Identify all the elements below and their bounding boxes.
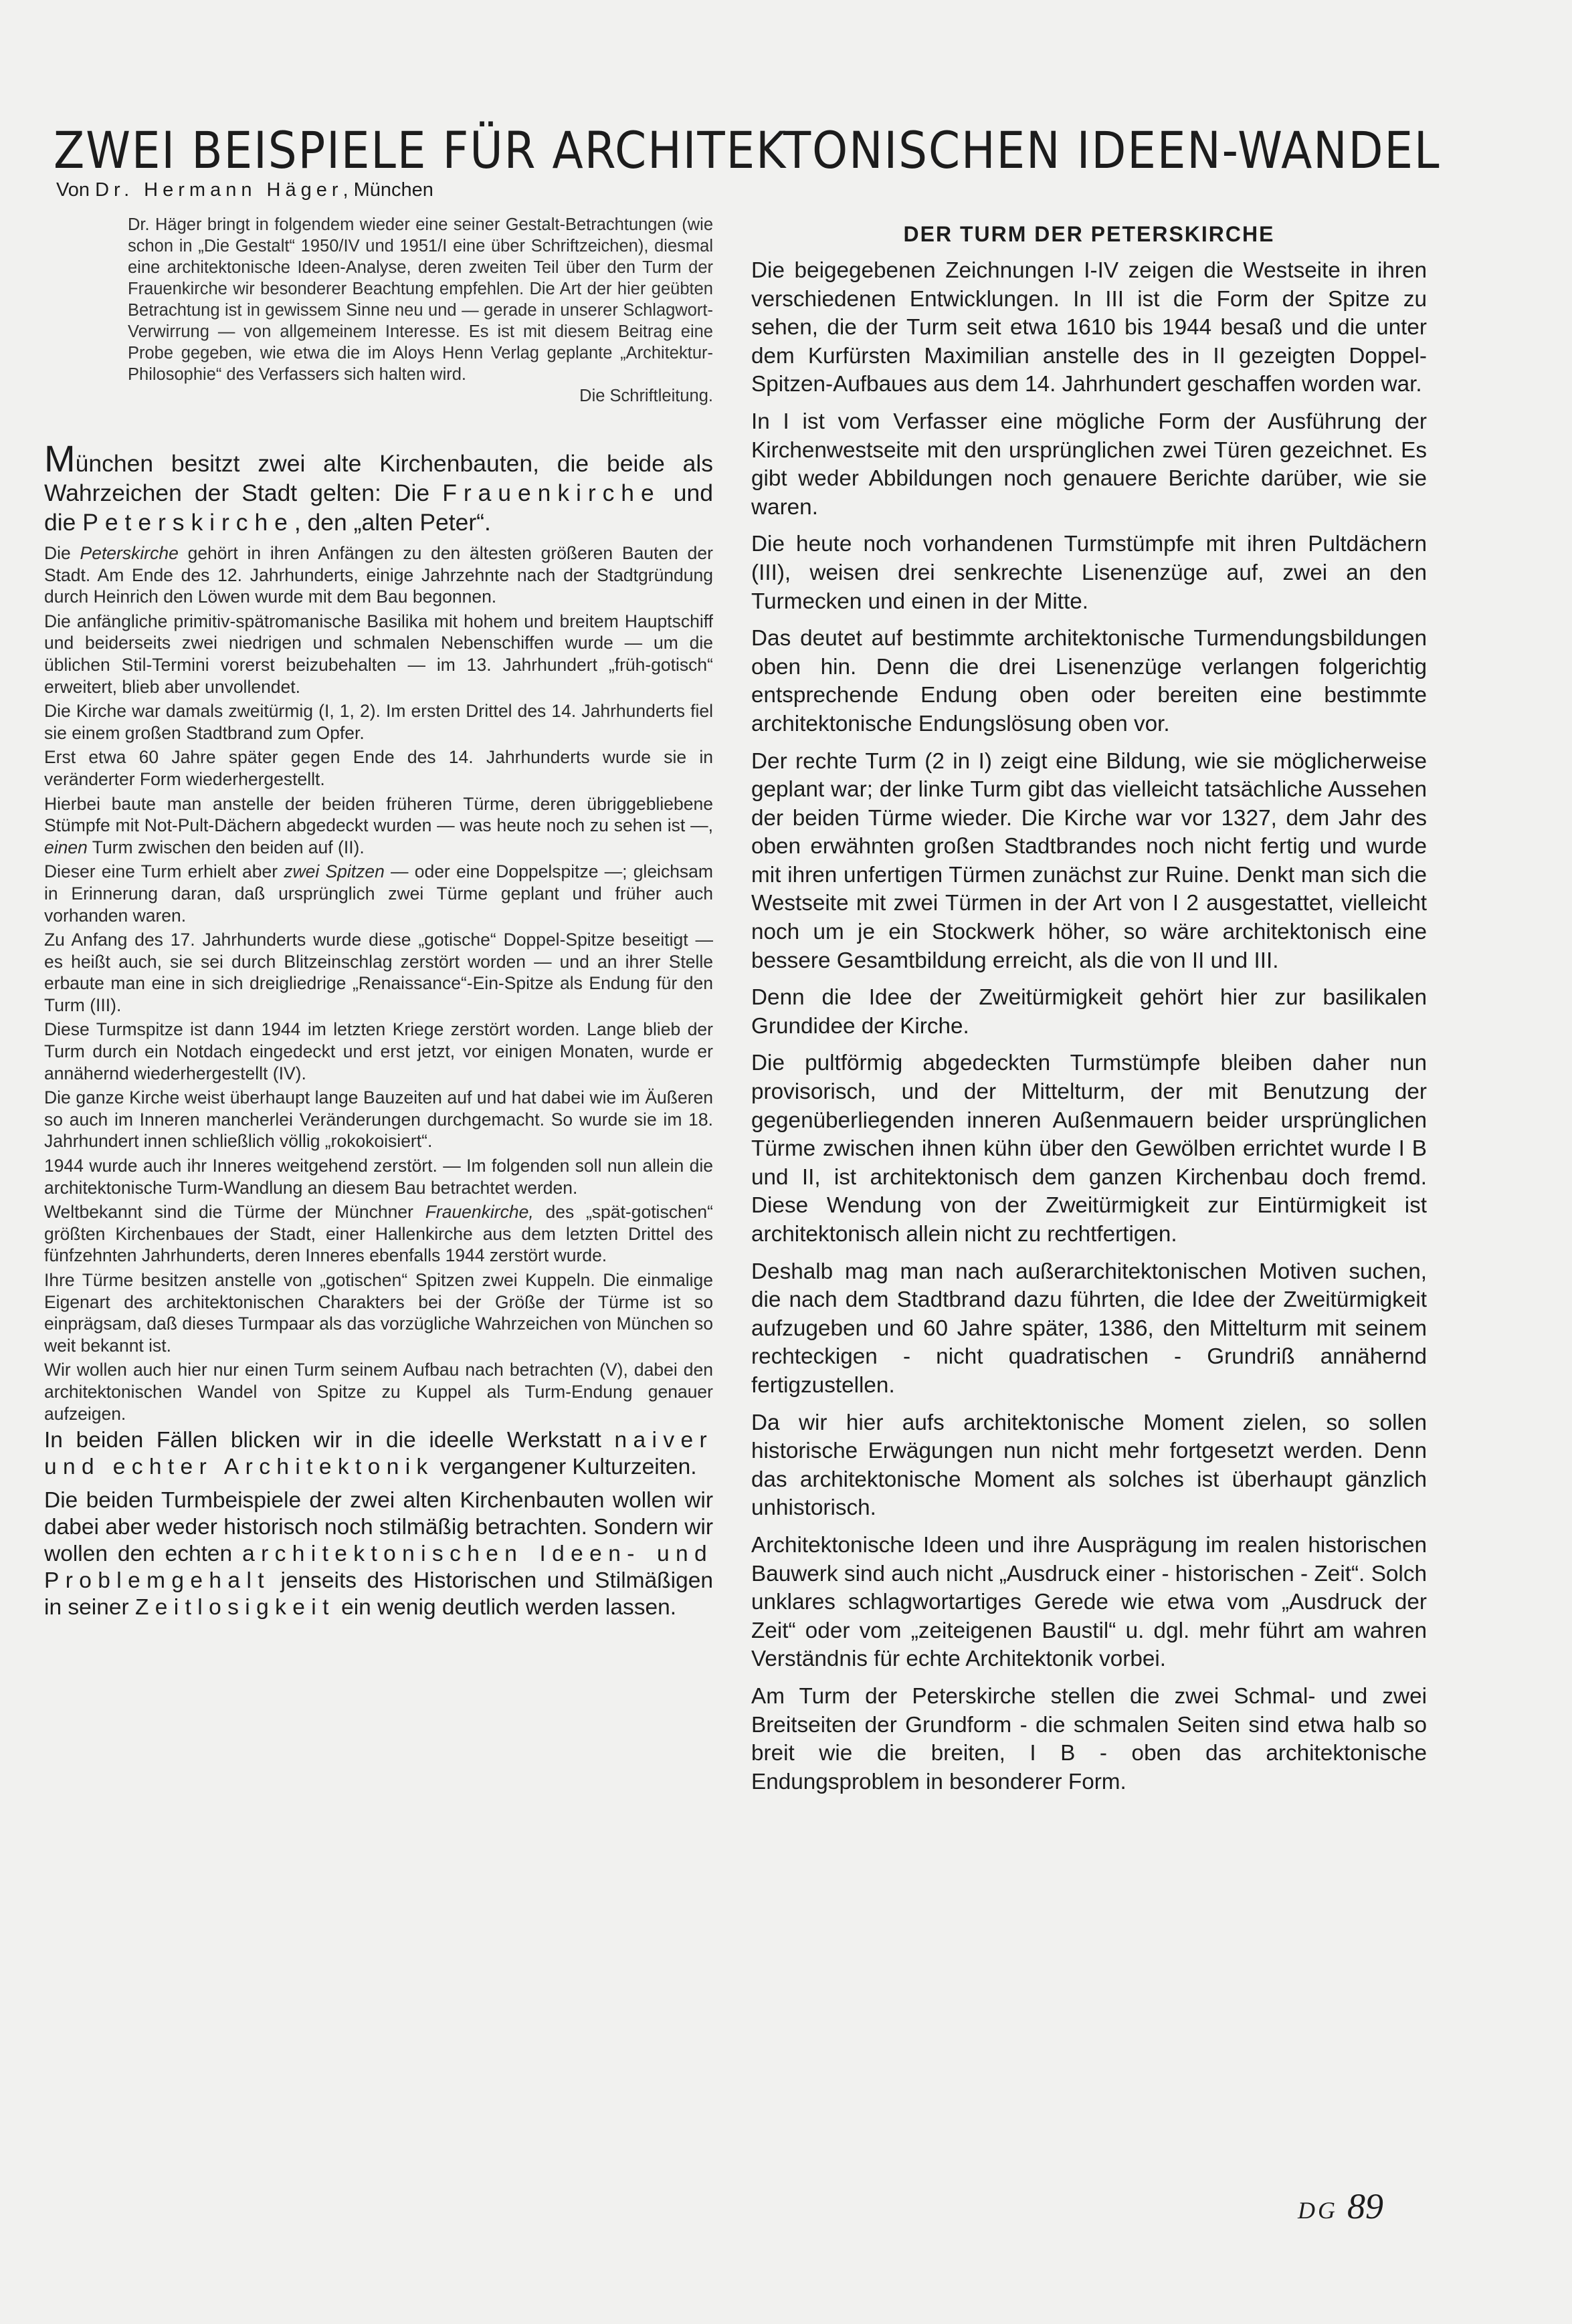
emphasis: Frauenkirche, <box>425 1202 534 1223</box>
body-paragraph: Da wir hier aufs architektonische Moment zielen, so sollen historische Erwägungen nun nicht mehr fortgesetzt werden. Denn das architektonische Moment als solches ist überhaupt gänzlich unhistorisch. <box>751 1410 1427 1521</box>
text-segment: Die beiden Turmbeispiele der zwei alten Kirchenbauten wollen wir dabei aber weder historisch noch stilmäßig betrachten. Sondern wir wollen den echten <box>44 1488 713 1567</box>
text-segment: Weltbekannt sind die Türme der Münchner <box>44 1202 413 1223</box>
body-paragraph <box>44 861 713 926</box>
text-segment: des „spät-gotischen“ größten Kirchenbaues der Stadt, einer Hallenkirche aus dem letzten Drittel des fünfzehnten Jahrhunderts, deren Inneres ebenfalls 1944 zerstört wurde. <box>44 1202 713 1266</box>
body-paragraph: Die beigegebenen Zeichnungen I-IV zeigen die Westseite in ihren verschiedenen Entwicklungen. In III ist die Form der Spitze zu sehen, die der Turm seit etwa 1610 bis 1944 besaß und die unter dem Kurfürsten Maximilian anstelle des in II gezeigten Doppel-Spitzen-Aufbaues aus dem 14. Jahrhundert geschaffen worden war. <box>751 258 1427 397</box>
text-segment: ein wenig deutlich werden lassen. <box>341 1595 677 1620</box>
spaced-emphasis: Zeitlosigkeit <box>134 1595 335 1620</box>
article-title: ZWEI BEISPIELE FÜR ARCHITEKTONISCHEN IDEEN-WANDEL <box>54 120 1441 180</box>
body-paragraph: In I ist vom Verfasser eine mögliche Form der Ausführung der Kirchenwestseite mit den ursprünglichen zwei Türen gezeichnet. Es gibt weder Abbildungen noch genauere Berichte darüber, wie sie waren. <box>751 409 1427 520</box>
lead-spaced-peterskirche: Peterskirche <box>82 509 294 536</box>
emphasis: zwei Spitzen <box>284 861 385 882</box>
text-segment: jenseits des Historischen und Stilmäßigen in seiner <box>44 1568 713 1620</box>
left-column <box>44 214 713 1628</box>
body-paragraph: Wir wollen auch hier nur einen Turm seinem Aufbau nach betrachten (V), dabei den architektonischen Wandel von Spitze zu Kuppel als Turm-Endung genauer aufzeigen. <box>44 1360 713 1424</box>
emphasis: einen <box>44 837 88 857</box>
text-segment: — oder eine Doppelspitze —; gleichsam in Erinnerung daran, daß ursprünglich zwei Türme geplant und früher auch vorhanden waren. <box>44 861 713 926</box>
body-paragraph: Ihre Türme besitzen anstelle von „gotischen“ Spitzen zwei Kuppeln. Die einmalige Eigenart des architektonischen Charakters bei der Größe der Türme ist so einprägsam, daß dieses Turmpaar als das vorzügliche Wahrzeichen von München so weit bekannt ist. <box>44 1270 713 1356</box>
page-footer <box>1298 2186 1383 2227</box>
body-paragraph <box>44 793 713 859</box>
body-paragraph-large <box>44 1487 713 1621</box>
body-paragraph: 1944 wurde auch ihr Inneres weitgehend zerstört. — Im folgenden soll nun allein die architektonische Turm-Wandlung an diesem Bau betrachtet werden. <box>44 1156 713 1198</box>
drop-initial: M <box>44 437 76 480</box>
body-paragraph: Die pultförmig abgedeckten Turmstümpfe bleiben daher nun provisorisch, und der Mittelturm, der mit Benutzung der gegenüberliegenden inneren Außenmauern beider ursprünglichen Türme zwischen ihnen kühn über den Gewölben errichtet wurde I B und II, ist architektonisch dem ganzen Kirchenbau doch fremd. Diese Wendung von der Zweitürmigkeit zur Eintürmigkeit ist architektonisch allein nicht zu rechtfertigen. <box>751 1051 1427 1247</box>
body-paragraph: Das deutet auf bestimmte architektonische Turmendungsbildungen oben hin. Denn die drei Lisenenzüge verlangen folgerichtig entsprechende Endung oben oder bereiten eine bestimmte architektonische Endungslösung oben vor. <box>751 626 1427 736</box>
text-segment: In beiden Fällen blicken wir in die ideelle Werkstatt <box>44 1428 601 1453</box>
intro-signature: Die Schriftleitung. <box>579 387 713 405</box>
body-paragraph: Die Kirche war damals zweitürmig (I, 1, 2). Im ersten Drittel des 14. Jahrhunderts fiel sie einem großen Stadtbrand zum Opfer. <box>44 701 713 743</box>
body-paragraph: Die ganze Kirche weist überhaupt lange Bauzeiten auf und hat dabei wie im Äußeren so auch im Inneren mancherlei Veränderungen durchgemacht. So wurde sie im 18. Jahrhundert innen schließlich völlig „rokokoisiert“. <box>44 1087 713 1152</box>
spaced-emphasis: naiver und echter Architektonik <box>44 1428 713 1480</box>
lead-text-3: , den „alten Peter“. <box>294 509 491 536</box>
text-segment: Die <box>44 543 71 563</box>
section-heading: DER TURM DER PETERSKIRCHE <box>903 222 1275 246</box>
body-paragraph: Die heute noch vorhandenen Turmstümpfe mit ihren Pultdächern (III), weisen drei senkrechte Lisenenzüge auf, zwei an den Turmecken und einen in der Mitte. <box>751 532 1427 614</box>
byline-location: , München <box>342 179 433 201</box>
body-paragraph <box>44 1201 713 1267</box>
body-paragraph: Der rechte Turm (2 in I) zeigt eine Bildung, wie sie möglicherweise geplant war; der linke Turm gibt das vielleicht tatsächliche Aussehen der beiden Türme wieder. Die Kirche war vor 1327, dem Jahr des oben erwähnten großen Stadtbrandes noch nicht fertig und wurde mit ihren unfertigen Türmen zunächst zur Ruine. Denkt man sich die Westseite mit zwei Türmen in der Art von I 2 ausgestattet, vielleicht noch um je ein Stockwerk höher, so wäre architektonisch eine bessere Gesamtbildung erreicht, als die von II und III. <box>751 748 1427 973</box>
lead-spaced-frauenkirche: Frauenkirche <box>442 480 661 506</box>
body-paragraph: Die anfängliche primitiv-spätromanische Basilika mit hohem und breitem Hauptschiff und beiderseits zwei niedrigen und schmalen Nebenschiffen wurde — um die üblichen Stil-Termini vorerst beizubehalten — im 13. Jahrhundert „früh-gotisch“ erweitert, blieb aber unvollendet. <box>44 611 713 697</box>
body-paragraph: Am Turm der Peterskirche stellen die zwei Schmal- und zwei Breitseiten der Grundform - die schmalen Seiten sind etwa halb so breit wie die breiten, I B - oben das architektonische Endungsproblem in besonderer Form. <box>751 1683 1427 1794</box>
text-segment: vergangener Kulturzeiten. <box>439 1455 697 1480</box>
intro-text: Dr. Häger bringt in folgendem wieder eine seiner Gestalt-Betrachtungen (wie schon in „Die Gestalt“ 1950/IV und 1951/I eine über Schriftzeichen), diesmal eine architektonische Ideen-Analyse, deren zweiten Teil über den Turm der Frauenkirche wir besonderer Beachtung empfehlen. Die Art der hier geübten Betrachtung ist in gewissem Sinne neu und — gerade in unserer Schlagwort-Verwirrung — von allgemeinem Interesse. Es ist mit diesem Beitrag eine Probe gegeben, wie etwa die im Aloys Henn Verlag geplante „Architektur-Philosophie“ des Verfassers sich halten wird. <box>128 215 713 384</box>
text-segment: Turm zwischen den beiden auf (II). <box>92 837 365 857</box>
body-paragraph: Zu Anfang des 17. Jahrhunderts wurde diese „gotische“ Doppel-Spitze beseitigt — es heißt auch, sie sei durch Blitzeinschlag zerstört worden — und an ihrer Stelle erbaute man eine in sich dreigliedrige „Renaissance“-Ein-Spitze als Endung für den Turm (III). <box>44 930 713 1015</box>
author-name: Dr. Hermann Häger <box>95 179 343 201</box>
text-segment: Hierbei baute man anstelle der beiden früheren Türme, deren übriggebliebene Stümpfe mit Not-Pult-Dächern abgedeckt wurden — was heute noch zu sehen ist —, <box>44 793 713 836</box>
body-paragraph: Diese Turmspitze ist dann 1944 im letzten Kriege zerstört worden. Lange blieb der Turm durch ein Notdach eingedeckt und erst jetzt, vor einigen Monaten, wurde er annähernd wiederhergestellt (IV). <box>44 1019 713 1083</box>
byline <box>56 179 433 201</box>
spaced-emphasis: architektonischen Ideen- und Problemgehalt <box>44 1542 714 1594</box>
right-column <box>751 221 1427 1805</box>
page-number: 89 <box>1347 2186 1383 2226</box>
lead-text-2: und die <box>44 480 713 536</box>
body-paragraph <box>44 542 713 608</box>
body-paragraph: Erst etwa 60 Jahre später gegen Ende des 14. Jahrhunderts wurde sie in veränderter Form wiederhergestellt. <box>44 747 713 789</box>
emphasis: Peterskirche <box>80 543 179 563</box>
lead-text-1: ünchen besitzt zwei alte Kirchenbauten, die beide als Wahrzeichen der Stadt gelten: Die <box>44 450 713 506</box>
text-segment: Dieser eine Turm erhielt aber <box>44 861 278 882</box>
editorial-intro <box>128 214 713 407</box>
body-paragraph: Deshalb mag man nach außerarchitektonischen Motiven suchen, die nach dem Stadtbrand dazu führten, die Idee der Zweitürmigkeit aufzugeben und 60 Jahre später, 1386, den Mittelturm mit seinem rechteckigen - nicht quadratischen - Grundriß annähernd fertigzustellen. <box>751 1259 1427 1398</box>
lead-paragraph <box>44 437 713 537</box>
journal-abbreviation: DG <box>1298 2197 1338 2224</box>
body-paragraph-large <box>44 1427 713 1481</box>
body-paragraph: Architektonische Ideen und ihre Ausprägung im realen historischen Bauwerk sind auch nicht „Ausdruck einer - historischen - Zeit“. Solch unklares schlagwortartiges Gerede wie etwa vom „Ausdruck der Zeit“ oder vom „zeiteigenen Baustil“ u. dgl. mehr führt am wahren Verständnis für echte Architektonik vorbei. <box>751 1532 1427 1672</box>
text-segment: gehört in ihren Anfängen zu den ältesten größeren Bauten der Stadt. Am Ende des 12. Jahrhunderts, einige Jahrzehnte nach der Stadtgründung durch Heinrich den Löwen wurde mit dem Bau begonnen. <box>44 543 713 607</box>
byline-prefix: Von <box>56 179 90 201</box>
body-paragraph: Denn die Idee der Zweitürmigkeit gehört hier zur basilikalen Grundidee der Kirche. <box>751 985 1427 1039</box>
